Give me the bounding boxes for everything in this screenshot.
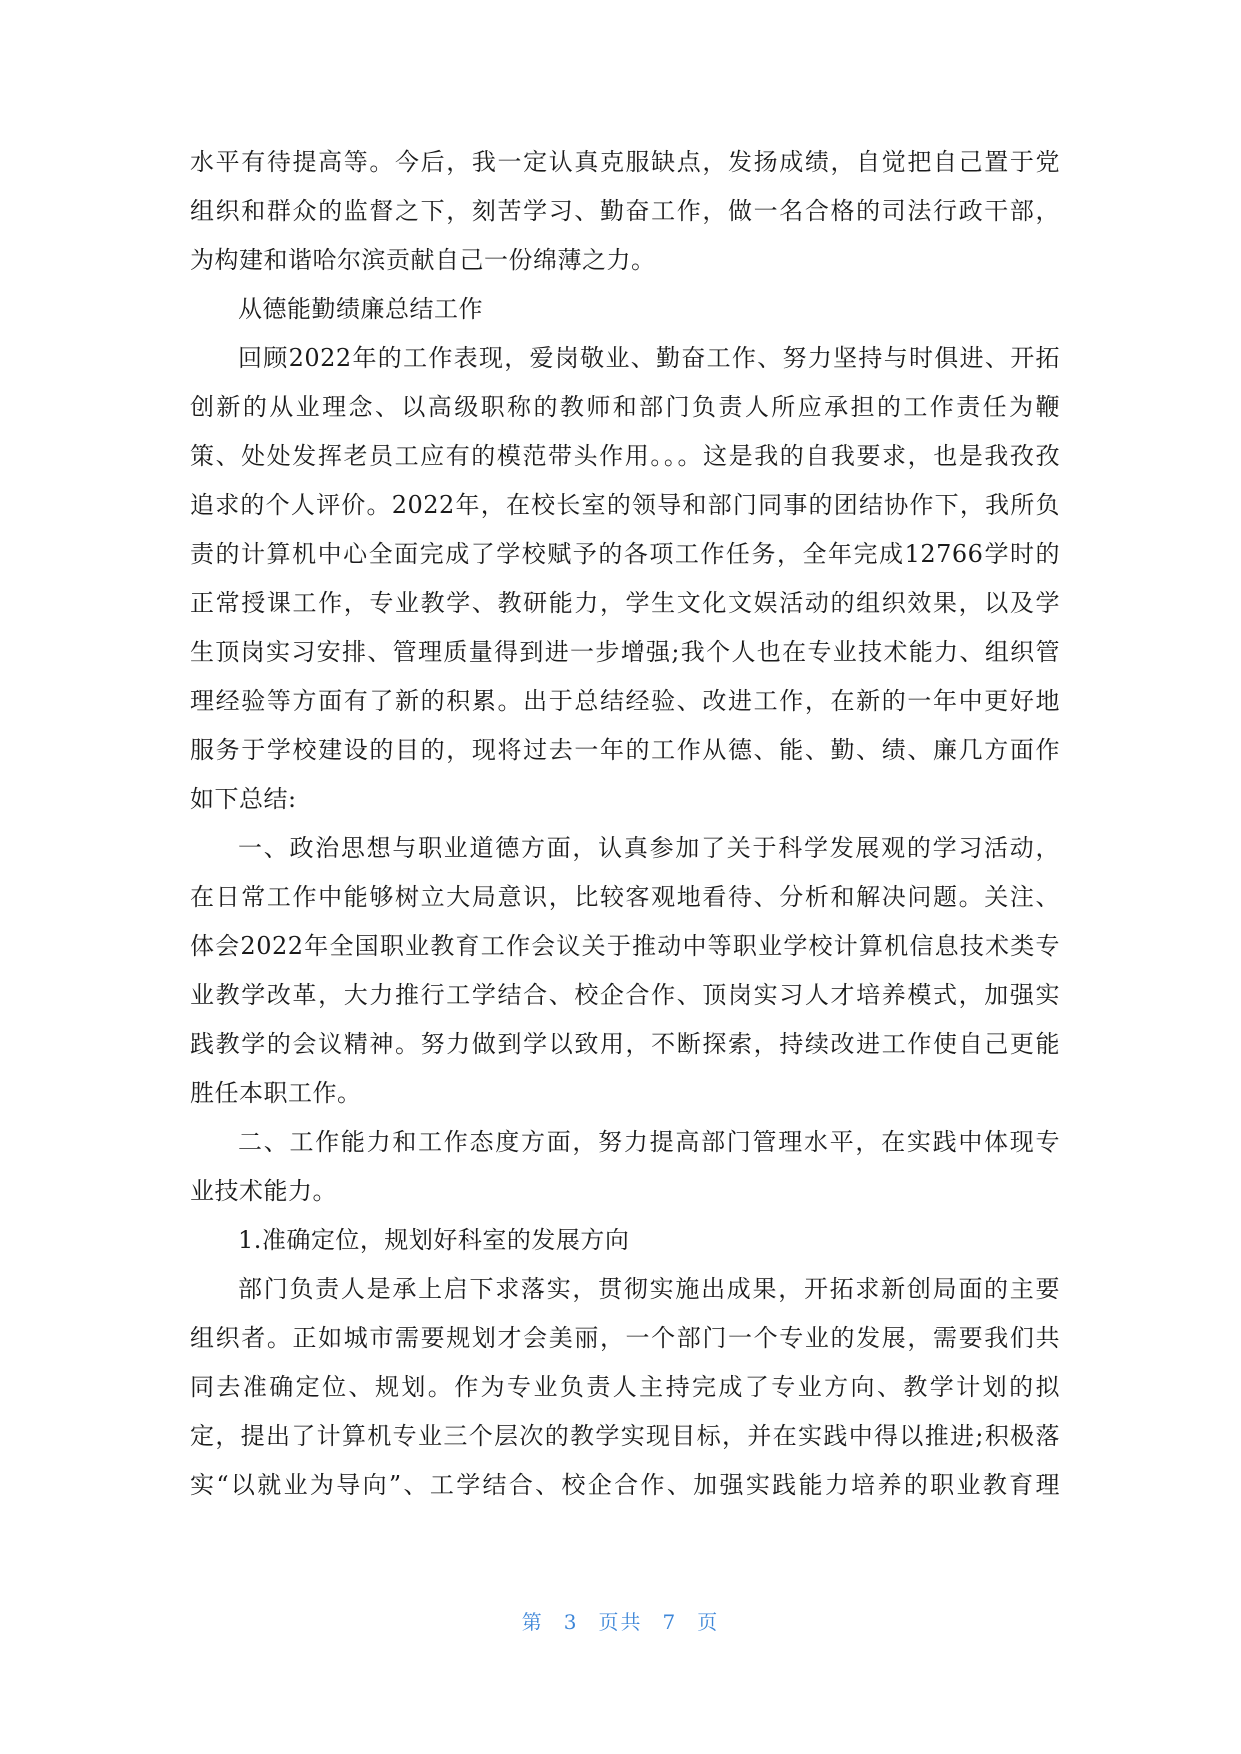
text-line: 水平有待提高等。今后，我一定认真克服缺点，发扬成绩，自觉把自己置于党 (190, 148, 1060, 176)
text-line: 理经验等方面有了新的积累。出于总结经验、改进工作，在新的一年中更好地 (190, 687, 1060, 715)
footer-ye: 页 (697, 1610, 720, 1634)
text-line: 践教学的会议精神。努力做到学以致用，不断探索，持续改进工作使自己更能 (190, 1030, 1060, 1058)
text-line: 定，提出了计算机专业三个层次的教学实现目标，并在实践中得以推进;积极落 (190, 1422, 1060, 1450)
text-line: 组织和群众的监督之下，刻苦学习、勤奋工作，做一名合格的司法行政干部， (190, 197, 1060, 225)
text-line: 业技术能力。 (190, 1177, 337, 1205)
text-line: 部门负责人是承上启下求落实，贯彻实施出成果，开拓求新创局面的主要 (238, 1275, 1060, 1303)
text-line: 策、处处发挥老员工应有的模范带头作用。。。这是我的自我要求，也是我孜孜 (190, 442, 1060, 470)
text-line: 正常授课工作，专业教学、教研能力，学生文化文娱活动的组织效果，以及学 (190, 589, 1060, 617)
text-line: 实“以就业为导向”、工学结合、校企合作、加强实践能力培养的职业教育理 (190, 1471, 1060, 1499)
text-line: 体会2022年全国职业教育工作会议关于推动中等职业学校计算机信息技术类专 (190, 932, 1060, 960)
footer-current-page: 3 (563, 1610, 579, 1634)
document-body (190, 138, 1060, 1510)
text-line: 回顾2022年的工作表现，爱岗敬业、勤奋工作、努力坚持与时俱进、开拓 (238, 344, 1060, 372)
text-line: 胜任本职工作。 (190, 1079, 362, 1107)
text-line: 业教学改革，大力推行工学结合、校企合作、顶岗实习人才培养模式，加强实 (190, 981, 1060, 1009)
text-line: 生顶岗实习安排、管理质量得到进一步增强;我个人也在专业技术能力、组织管 (190, 638, 1060, 666)
footer-ye-gong: 页共 (598, 1610, 643, 1634)
text-line: 在日常工作中能够树立大局意识，比较客观地看待、分析和解决问题。关注、 (190, 883, 1060, 911)
page-footer (0, 1606, 1241, 1635)
text-line: 追求的个人评价。2022年，在校长室的领导和部门同事的团结协作下，我所负 (190, 491, 1060, 519)
text-line: 服务于学校建设的目的，现将过去一年的工作从德、能、勤、绩、廉几方面作 (190, 736, 1060, 764)
section-heading: 从德能勤绩廉总结工作 (238, 295, 483, 323)
text-line: 同去准确定位、规划。作为专业负责人主持完成了专业方向、教学计划的拟 (190, 1373, 1060, 1401)
text-line: 如下总结: (190, 785, 297, 813)
numbered-heading: 1.准确定位，规划好科室的发展方向 (238, 1226, 630, 1254)
text-line: 一、政治思想与职业道德方面，认真参加了关于科学发展观的学习活动， (238, 834, 1060, 862)
text-line: 二、工作能力和工作态度方面，努力提高部门管理水平，在实践中体现专 (238, 1128, 1060, 1156)
footer-total-pages: 7 (662, 1610, 678, 1634)
text-line: 组织者。正如城市需要规划才会美丽，一个部门一个专业的发展，需要我们共 (190, 1324, 1060, 1352)
text-line: 为构建和谐哈尔滨贡献自己一份绵薄之力。 (190, 246, 656, 274)
footer-di: 第 (521, 1610, 544, 1634)
text-line: 创新的从业理念、以高级职称的教师和部门负责人所应承担的工作责任为鞭 (190, 393, 1060, 421)
text-line: 责的计算机中心全面完成了学校赋予的各项工作任务，全年完成12766学时的 (190, 540, 1060, 568)
